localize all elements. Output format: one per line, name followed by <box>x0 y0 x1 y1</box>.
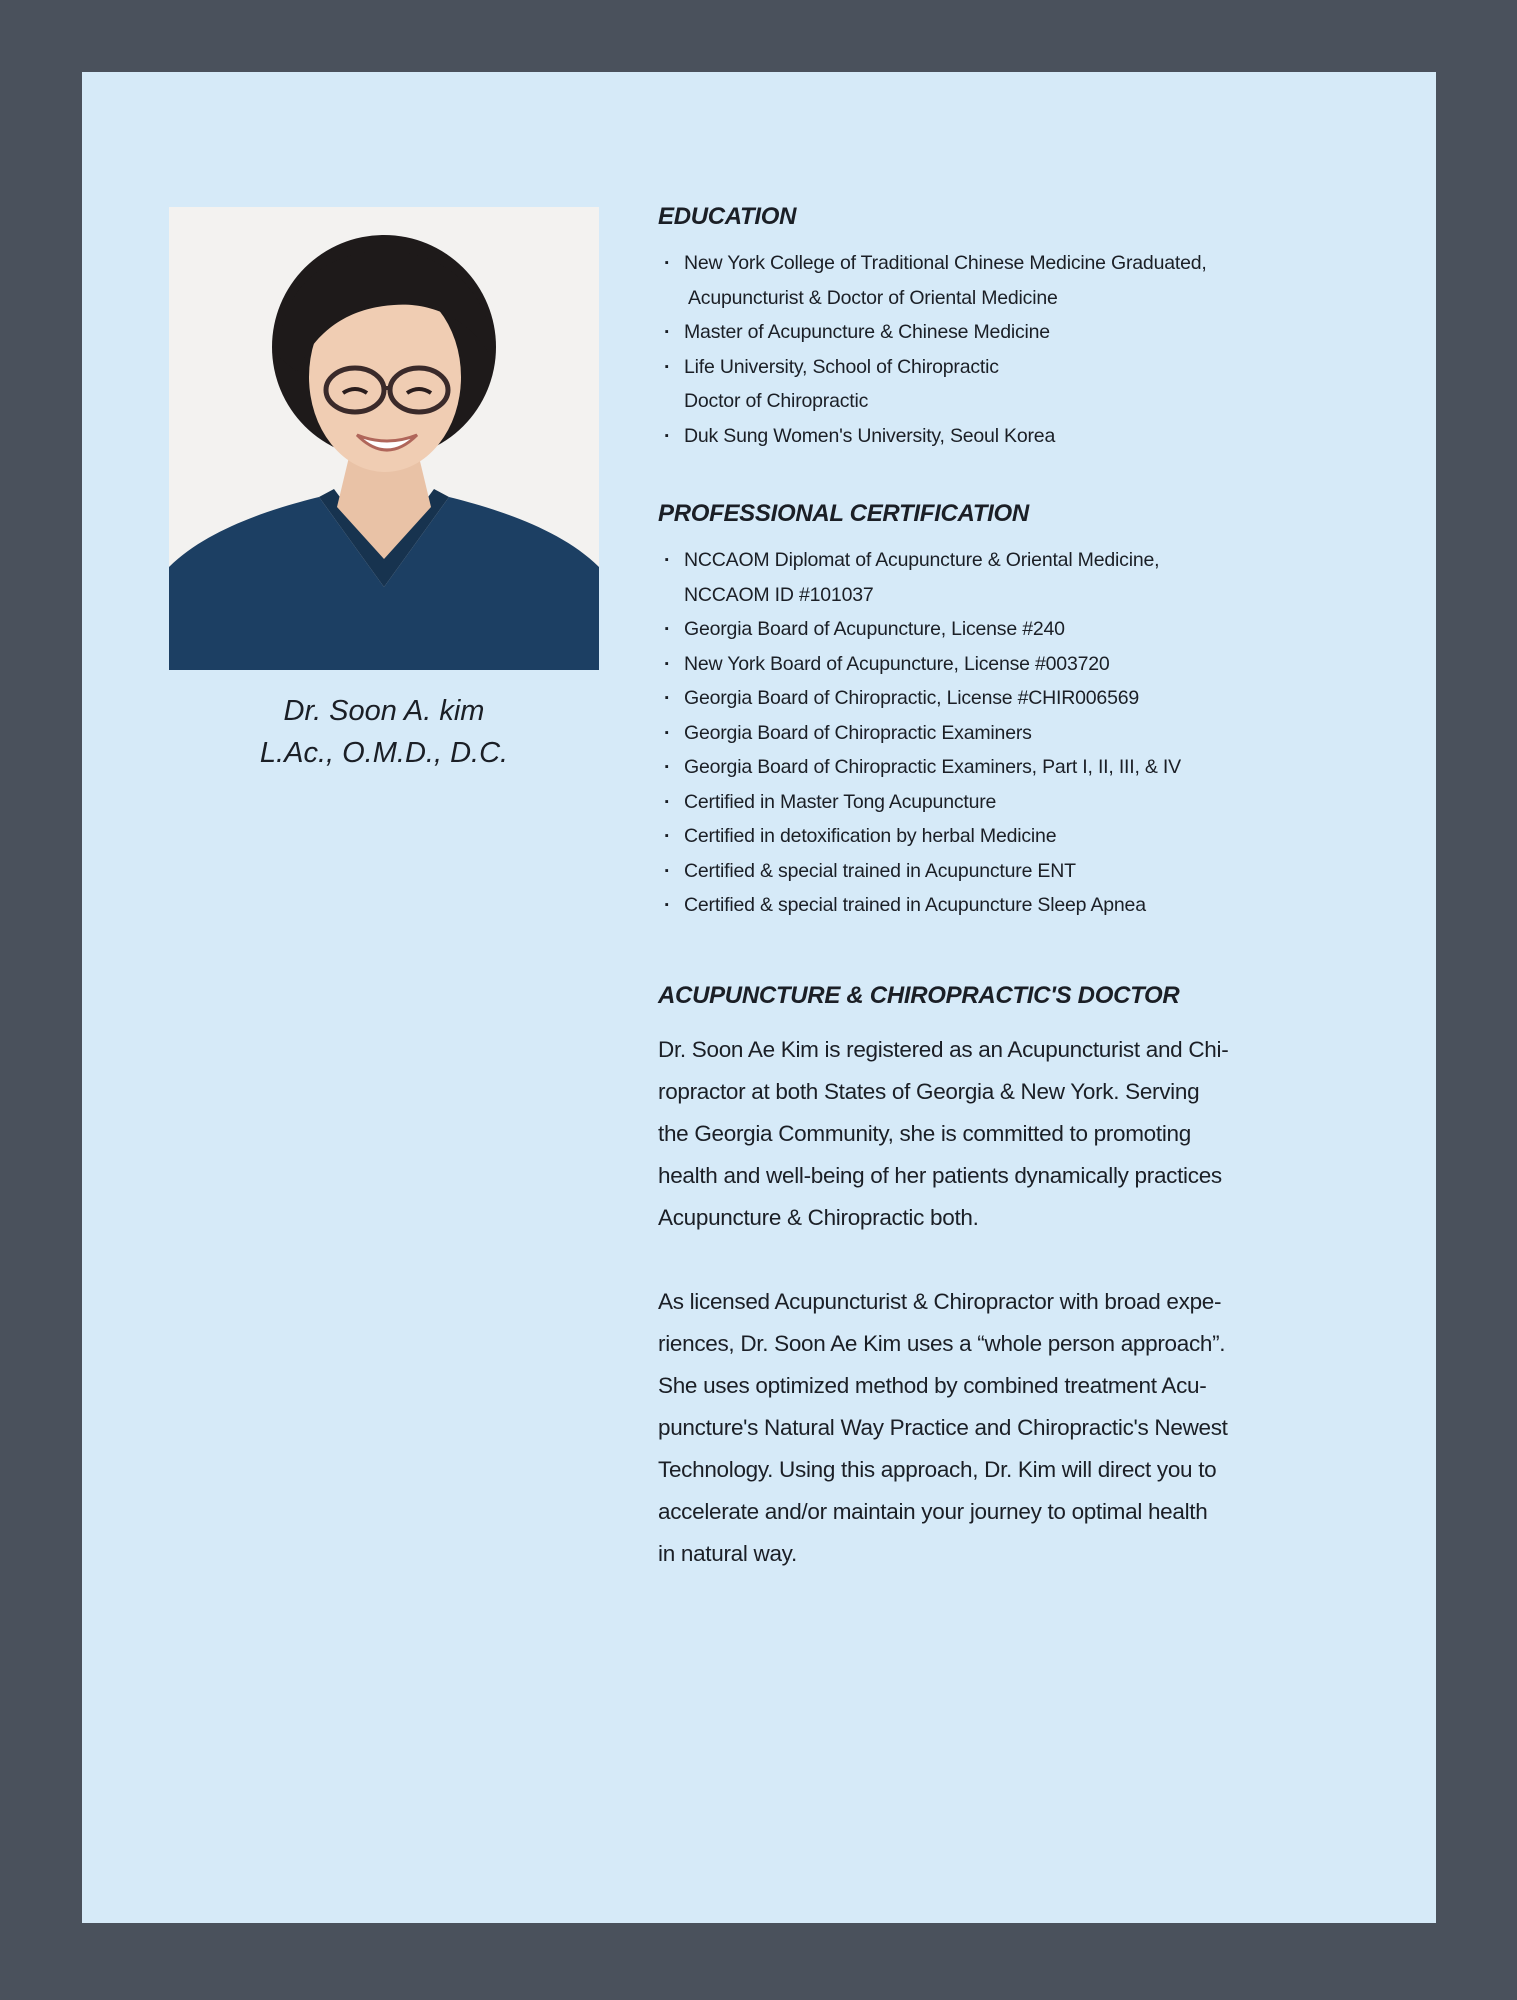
doctor-caption <box>169 690 599 774</box>
certification-list <box>658 543 1358 923</box>
list-item: · New York Board of Acupuncture, License #003720 <box>658 647 1358 682</box>
list-item: · Certified in detoxification by herbal Medicine <box>658 819 1358 854</box>
list-item: · Certified in Master Tong Acupuncture <box>658 785 1358 820</box>
list-item: · Georgia Board of Chiropractic, License #CHIR006569 <box>658 681 1358 716</box>
doctor-name: Dr. Soon A. kim <box>283 695 485 727</box>
list-item: · Certified & special trained in Acupuncture Sleep Apnea <box>658 888 1358 923</box>
content-column <box>658 202 1358 1575</box>
education-heading: EDUCATION <box>658 203 797 230</box>
list-item: · Georgia Board of Acupuncture, License #240 <box>658 612 1358 647</box>
doctor-credentials: L.Ac., O.M.D., D.C. <box>259 737 509 769</box>
portrait-illustration <box>169 207 599 670</box>
certification-heading: PROFESSIONAL CERTIFICATION <box>658 500 1029 527</box>
list-item: · NCCAOM Diplomat of Acupuncture & Oriental Medicine, NCCAOM ID #101037 <box>658 543 1358 612</box>
list-item: · Georgia Board of Chiropractic Examiners <box>658 716 1358 751</box>
profile-page <box>82 72 1436 1923</box>
education-list <box>658 246 1358 453</box>
doctor-paragraph-2: As licensed Acupuncturist & Chiropractor with broad expe- riences, Dr. Soon Ae Kim uses a “whole person approach”. She uses optimized method by combined treatment Acu- puncture's Natural Way Practice and Chiropractic's Newest Technology. Using this approach, Dr. Kim will direct you to accelerate and/or maintain your journey to optimal health in natural way. <box>658 1288 1228 1566</box>
doctor-heading: ACUPUNCTURE & CHIROPRACTIC'S DOCTOR <box>658 981 1180 1009</box>
list-item: · Life University, School of Chiropractic Doctor of Chiropractic <box>658 350 1358 419</box>
list-item: · New York College of Traditional Chinese Medicine Graduated, Acupuncturist & Doctor of Oriental Medicine <box>658 246 1358 315</box>
list-item: · Master of Acupuncture & Chinese Medicine <box>658 315 1358 350</box>
doctor-paragraph-1: Dr. Soon Ae Kim is registered as an Acupuncturist and Chi- ropractor at both States of Georgia & New York. Serving the Georgia Community, she is committed to promoting health and well-being of her patients dynamically practices Acupuncture & Chiropractic both. <box>658 1036 1229 1230</box>
doctor-photo <box>169 207 599 670</box>
list-item: · Duk Sung Women's University, Seoul Korea <box>658 419 1358 454</box>
list-item: · Georgia Board of Chiropractic Examiners, Part I, II, III, & IV <box>658 750 1358 785</box>
list-item: · Certified & special trained in Acupuncture ENT <box>658 854 1358 889</box>
